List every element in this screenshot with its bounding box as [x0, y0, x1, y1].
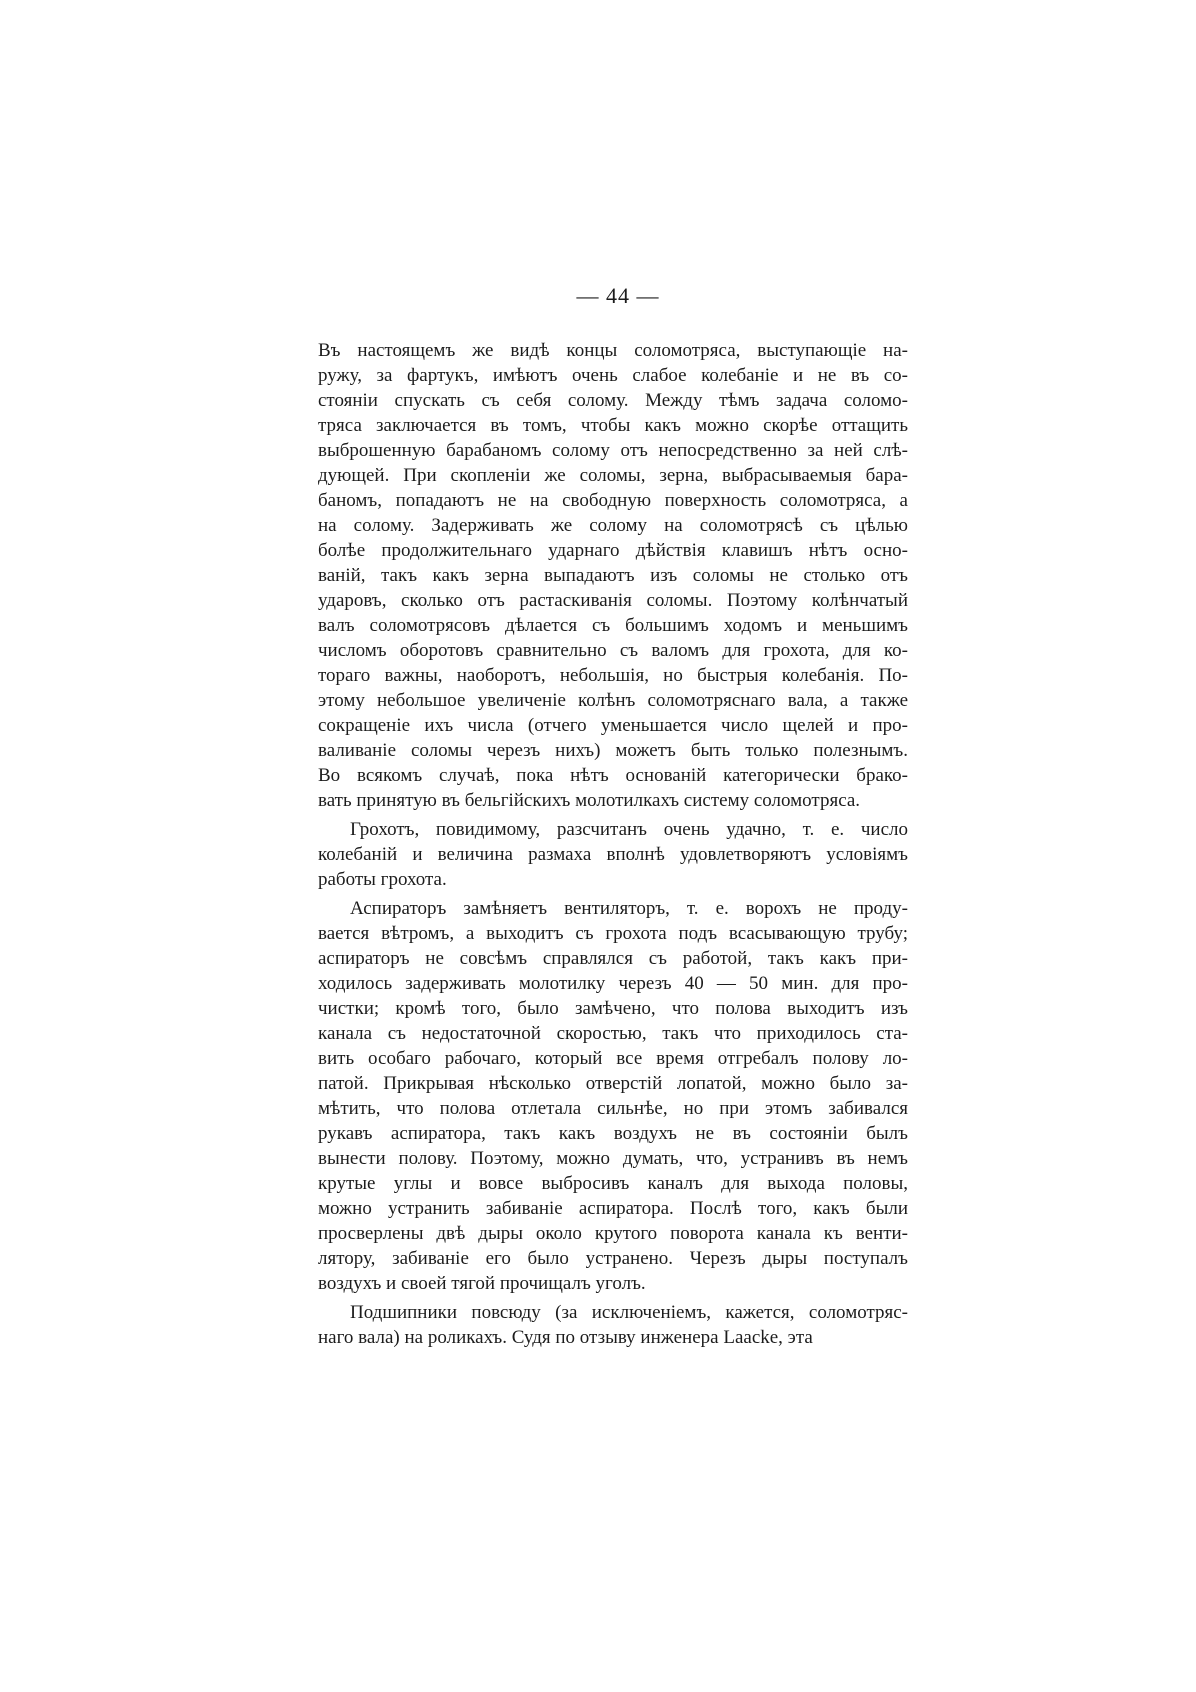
paragraph-aspirator [318, 896, 908, 1296]
text-line: Грохотъ, повидимому, разсчитанъ очень удачно, т. е. число [350, 819, 908, 840]
text-line: колебаній и величина размаха вполнѣ удовлетворяютъ условіямъ [318, 844, 908, 865]
text-line: ударовъ, сколько отъ растаскиванія соломы. Поэтому колѣнчатый [318, 590, 908, 611]
text-line: болѣе продолжительнаго ударнаго дѣйствія клавишъ нѣтъ осно- [318, 540, 908, 561]
text-line: на солому. Задерживать же солому на соломотрясѣ съ цѣлью [318, 515, 908, 536]
paragraph-straw-shaker [318, 338, 908, 813]
text-line: мѣтить, что полова отлетала сильнѣе, но при этомъ забивался [318, 1098, 908, 1119]
page-number: — 44 — [576, 283, 660, 308]
text-line: дующей. При скопленіи же соломы, зерна, выбрасываемыя бара- [318, 465, 908, 486]
text-line: Подшипники повсюду (за исключеніемъ, кажется, соломотряс- [350, 1302, 908, 1323]
text-line: вынести полову. Поэтому, можно думать, что, устранивъ въ немъ [318, 1148, 908, 1169]
text-line: аспираторъ не совсѣмъ справлялся съ работой, такъ какъ при- [318, 948, 908, 969]
text-line: валиваніе соломы черезъ нихъ) можетъ быть только полезнымъ. [318, 740, 908, 761]
text-line: канала съ недостаточной скоростью, такъ что приходилось ста- [318, 1023, 908, 1044]
text-line: наго вала) на роликахъ. Судя по отзыву инженера Laacke, эта [318, 1327, 813, 1348]
text-line: валъ соломотрясовъ дѣлается съ большимъ ходомъ и меньшимъ [318, 615, 908, 636]
text-line: лятору, забиваніе его было устранено. Черезъ дыры поступалъ [318, 1248, 908, 1269]
text-line: Во всякомъ случаѣ, пока нѣтъ основаній категорически брако- [318, 765, 908, 786]
text-line: вать принятую въ бельгійскихъ молотилкахъ систему соломотряса. [318, 790, 861, 811]
text-line: ружу, за фартукъ, имѣютъ очень слабое колебаніе и не въ со- [318, 365, 908, 386]
text-line: Аспираторъ замѣняетъ вентиляторъ, т. е. ворохъ не проду- [350, 898, 908, 919]
body-text [318, 338, 908, 1350]
text-line: баномъ, попадаютъ не на свободную поверхность соломотряса, а [318, 490, 908, 511]
text-line: выброшенную барабаномъ солому отъ непосредственно за ней слѣ- [318, 440, 908, 461]
text-line: числомъ оборотовъ сравнительно съ валомъ для грохота, для ко- [318, 640, 908, 661]
paragraph-sieve [318, 817, 908, 892]
text-line: тораго важны, наоборотъ, небольшія, но быстрыя колебанія. По- [318, 665, 908, 686]
text-line: патой. Прикрывая нѣсколько отверстій лопатой, можно было за- [318, 1073, 908, 1094]
text-line: работы грохота. [318, 869, 447, 890]
text-line: этому небольшое увеличеніе колѣнъ соломотряснаго вала, а также [318, 690, 908, 711]
paragraph-bearings [318, 1300, 908, 1350]
text-line: стояніи спускать съ себя солому. Между тѣмъ задача соломо- [318, 390, 908, 411]
text-line: рукавъ аспиратора, такъ какъ воздухъ не въ состояніи былъ [318, 1123, 908, 1144]
text-line: вить особаго рабочаго, который все время отгребалъ полову ло- [318, 1048, 908, 1069]
text-line: вается вѣтромъ, а выходитъ съ грохота подъ всасывающую трубу; [318, 923, 908, 944]
text-line: ходилось задерживать молотилку черезъ 40 — 50 мин. для про- [318, 973, 908, 994]
text-line: воздухъ и своей тягой прочищалъ уголъ. [318, 1273, 646, 1294]
text-line: Въ настоящемъ же видѣ концы соломотряса, выступающіе на- [318, 340, 908, 361]
text-line: ваній, такъ какъ зерна выпадаютъ изъ соломы не столько отъ [318, 565, 908, 586]
text-line: чистки; кромѣ того, было замѣчено, что полова выходитъ изъ [318, 998, 908, 1019]
text-line: тряса заключается въ томъ, чтобы какъ можно скорѣе оттащить [318, 415, 908, 436]
text-line: можно устранить забиваніе аспиратора. Послѣ того, какъ были [318, 1198, 908, 1219]
text-line: просверлены двѣ дыры около крутого поворота канала къ венти- [318, 1223, 908, 1244]
text-line: крутые углы и вовсе выбросивъ каналъ для выхода половы, [318, 1173, 908, 1194]
text-line: сокращеніе ихъ числа (отчего уменьшается число щелей и про- [318, 715, 908, 736]
